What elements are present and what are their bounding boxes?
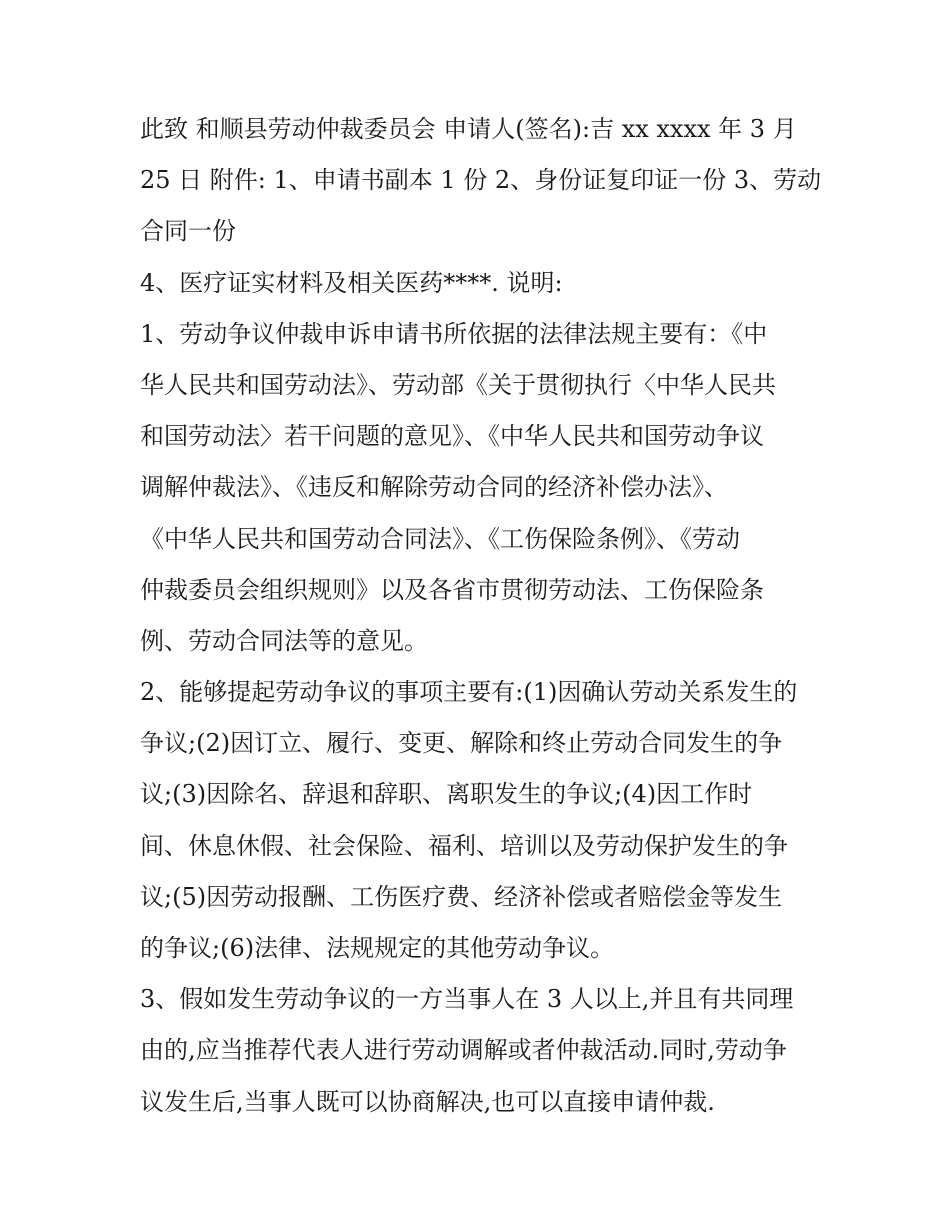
- text-line: 1、劳动争议仲裁申诉申请书所依据的法律法规主要有：《中: [140, 319, 768, 348]
- attachment-item-4-paragraph: [140, 258, 830, 309]
- text-line: 议发生后,当事人既可以协商解决,也可以直接申请仲裁.: [140, 1087, 715, 1116]
- text-line: 此致 和顺县劳动仲裁委员会 申请人(签名):吉 xx xxxx 年 3 月: [140, 115, 797, 143]
- text-line: 3、假如发生劳动争议的一方当事人在 3 人以上,并且有共同理: [140, 985, 794, 1014]
- text-line: 议;(3)因除名、辞退和辞职、离职发生的争议;(4)因工作时: [140, 780, 753, 809]
- text-line: 争议;(2)因订立、履行、变更、解除和终止劳动合同发生的争: [140, 729, 783, 758]
- text-line: 仲裁委员会组织规则》以及各省市贯彻劳动法、工伤保险条: [140, 575, 764, 604]
- text-line: 由的,应当推荐代表人进行劳动调解或者仲裁活动.同时,劳动争: [140, 1036, 787, 1065]
- text-line: 和国劳动法〉若干问题的意见》、《中华人民共和国劳动争议: [140, 422, 764, 451]
- text-line: 华人民共和国劳动法》、劳动部《关于贯彻执行〈中华人民共: [140, 370, 776, 399]
- note-1-legal-basis-paragraph: [140, 309, 830, 667]
- text-line: 例、劳动合同法等的意见。: [140, 626, 428, 655]
- note-3-representative-paragraph: [140, 974, 830, 1128]
- text-line: 2、能够提起劳动争议的事项主要有:(1)因确认劳动关系发生的: [140, 678, 798, 707]
- text-line: 合同一份: [140, 217, 236, 246]
- text-line: 25 日 附件: 1、申请书副本 1 份 2、身份证复印证一份 3、劳动: [140, 166, 822, 195]
- text-line: 4、医疗证实材料及相关医药****. 说明:: [140, 268, 563, 297]
- text-line: 《中华人民共和国劳动合同法》、《工伤保险条例》、《劳动: [140, 524, 740, 553]
- text-line: 议;(5)因劳动报酬、工伤医疗费、经济补偿或者赔偿金等发生: [140, 882, 783, 911]
- closing-and-attachments-paragraph: [140, 104, 830, 258]
- note-2-dispute-matters-paragraph: [140, 667, 830, 974]
- text-line: 的争议;(6)法律、法规规定的其他劳动争议。: [140, 934, 615, 962]
- document-body: [140, 104, 830, 1128]
- text-line: 间、休息休假、社会保险、福利、培训以及劳动保护发生的争: [140, 831, 788, 860]
- text-line: 调解仲裁法》、《违反和解除劳动合同的经济补偿办法》、: [140, 473, 728, 502]
